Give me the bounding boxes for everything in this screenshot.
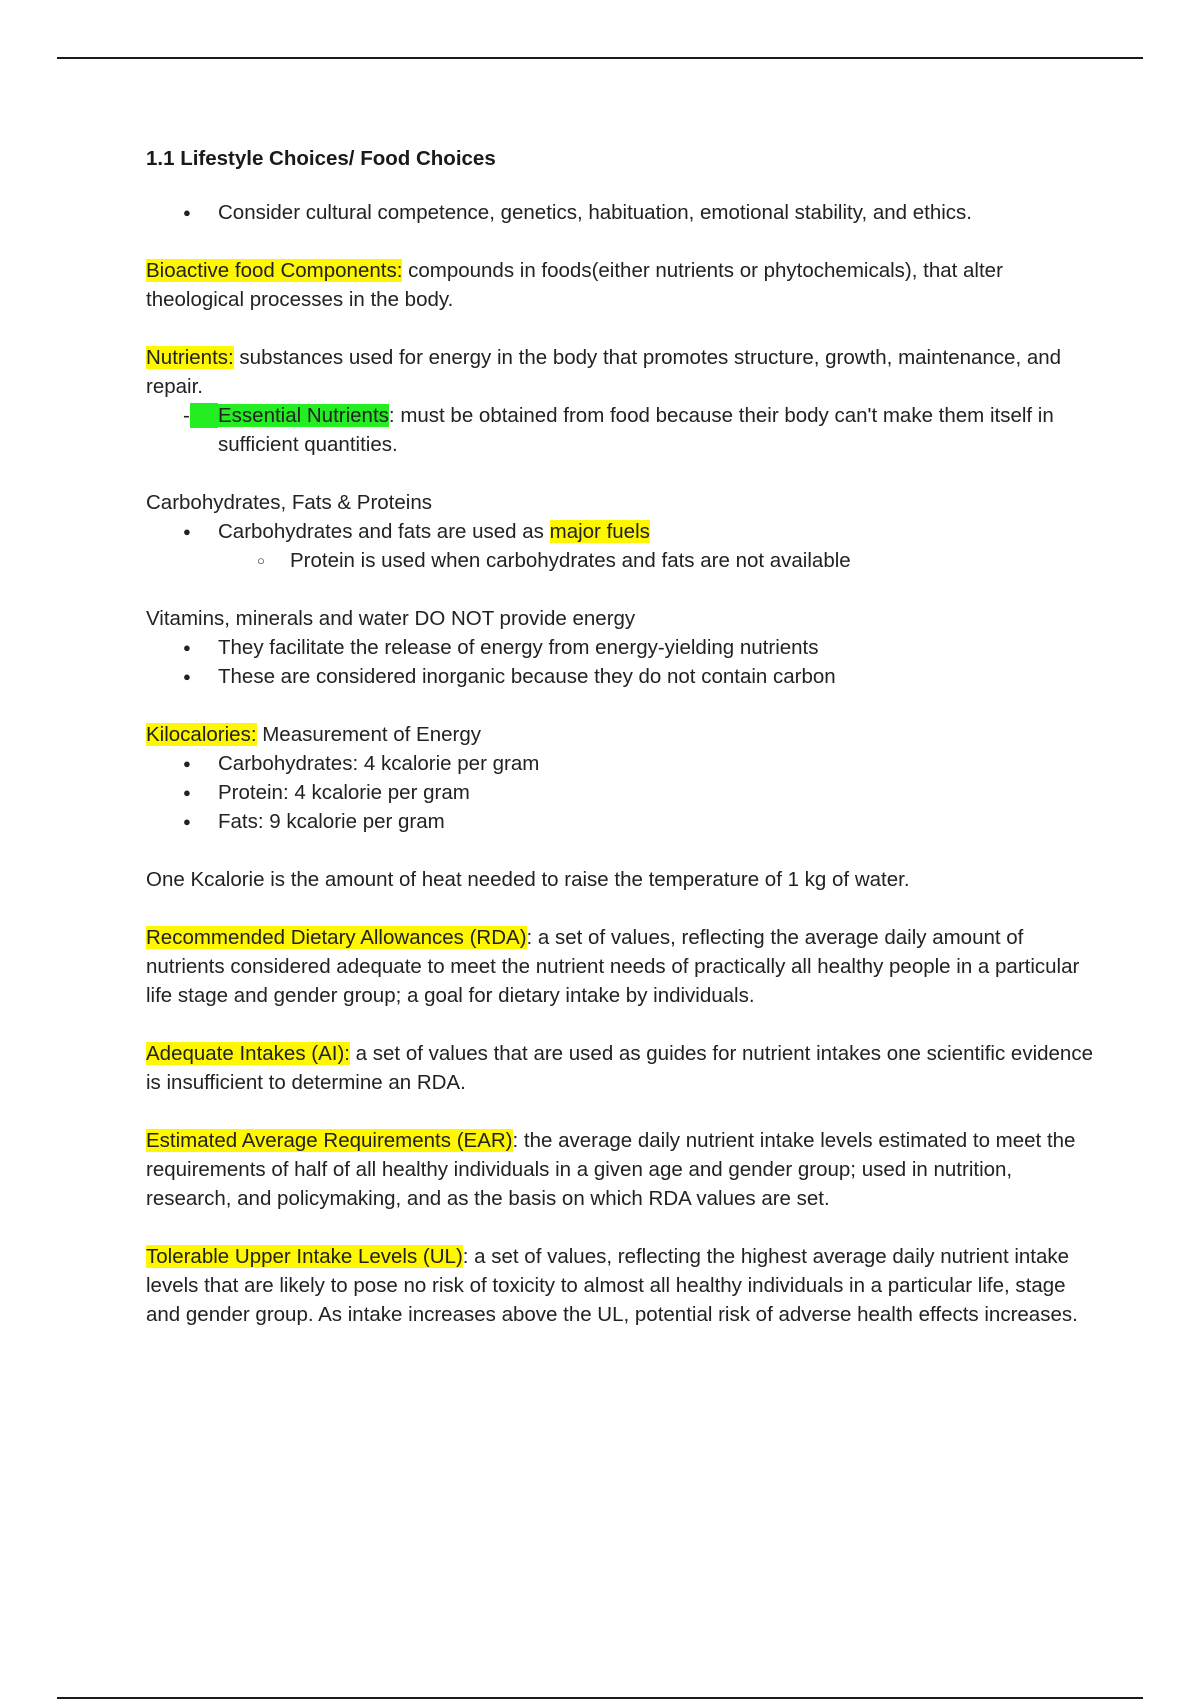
list-item: ● They facilitate the release of energy from energy-yielding nutrients	[218, 633, 1096, 662]
bioactive-term: Bioactive food Components:	[146, 259, 403, 282]
ai-paragraph	[146, 1039, 1096, 1097]
bottom-rule	[57, 1697, 1143, 1699]
rda-text: : a set of values, reflecting the average daily amount of nutrients considered adequate to meet the nutrient needs of practically all healthy people in a particular life stage and gender group; a goal for dietary intake by individuals.	[146, 926, 1080, 1007]
kilocalories-list	[146, 749, 1096, 836]
kilocalories-paragraph	[146, 720, 1096, 749]
ear-text: : the average daily nutrient intake levels estimated to meet the requirements of half of all healthy individuals in a given age and gender group; used in nutrition, research, and policymaking, and as the basis on which RDA values are set.	[146, 1129, 1076, 1210]
vitamins-list	[146, 633, 1096, 691]
rda-term: Recommended Dietary Allowances (RDA)	[146, 926, 527, 949]
ai-text: a set of values that are used as guides for nutrient intakes one scientific evidence is insufficient to determine an RDA.	[146, 1042, 1093, 1094]
ear-paragraph	[146, 1126, 1096, 1213]
cfp-list	[146, 517, 1096, 575]
bioactive-paragraph	[146, 256, 1096, 314]
essential-nutrients-term: Essential Nutrients	[218, 404, 389, 427]
ul-text: : a set of values, reflecting the highest average daily nutrient intake levels that are likely to pose no risk of toxicity to almost all healthy individuals in a particular life, stage and gender group. As intake increases above the UL, potential risk of adverse health effects increases.	[146, 1245, 1078, 1326]
ear-term: Estimated Average Requirements (EAR)	[146, 1129, 513, 1152]
list-item: ● Protein: 4 kcalorie per gram	[218, 778, 1096, 807]
ul-term: Tolerable Upper Intake Levels (UL)	[146, 1245, 463, 1268]
highlight-mark	[190, 403, 218, 428]
nutrients-paragraph	[146, 343, 1096, 401]
cfp-sublist	[218, 546, 1096, 575]
vitamins-title: Vitamins, minerals and water DO NOT provide energy	[146, 607, 636, 630]
essential-nutrients-item	[146, 401, 1096, 459]
dash-marker: -	[183, 404, 190, 427]
document-body	[146, 144, 1096, 1329]
rda-paragraph	[146, 923, 1096, 1010]
intro-list	[146, 198, 1096, 227]
list-item: ● These are considered inorganic because they do not contain carbon	[218, 662, 1096, 691]
kilocalories-term: Kilocalories:	[146, 723, 257, 746]
section-heading: 1.1 Lifestyle Choices/ Food Choices	[146, 147, 496, 170]
nutrients-term: Nutrients:	[146, 346, 234, 369]
list-item: ● Fats: 9 kcalorie per gram	[218, 807, 1096, 836]
list-item: ● Carbohydrates: 4 kcalorie per gram	[218, 749, 1096, 778]
cfp-bullet-text: Carbohydrates and fats are used as	[218, 520, 550, 543]
kilocalories-text: Measurement of Energy	[256, 723, 482, 746]
top-rule	[57, 57, 1143, 59]
kcal-definition: One Kcalorie is the amount of heat needed to raise the temperature of 1 kg of water.	[146, 868, 910, 891]
cfp-title: Carbohydrates, Fats & Proteins	[146, 491, 432, 514]
ai-term: Adequate Intakes (AI):	[146, 1042, 350, 1065]
essential-nutrients-text: : must be obtained from food because their body can't make them itself in sufficient quantities.	[218, 404, 1054, 456]
nutrients-text: substances used for energy in the body that promotes structure, growth, maintenance, and repair.	[146, 346, 1062, 398]
sub-list-item: ○ Protein is used when carbohydrates and fats are not available	[290, 546, 1096, 575]
list-item	[218, 517, 1096, 575]
major-fuels-term: major fuels	[549, 520, 650, 543]
ul-paragraph	[146, 1242, 1096, 1329]
bioactive-text: compounds in foods(either nutrients or phytochemicals), that alter theological processes in the body.	[146, 259, 1003, 311]
list-item: ● Consider cultural competence, genetics, habituation, emotional stability, and ethics.	[218, 198, 1096, 227]
